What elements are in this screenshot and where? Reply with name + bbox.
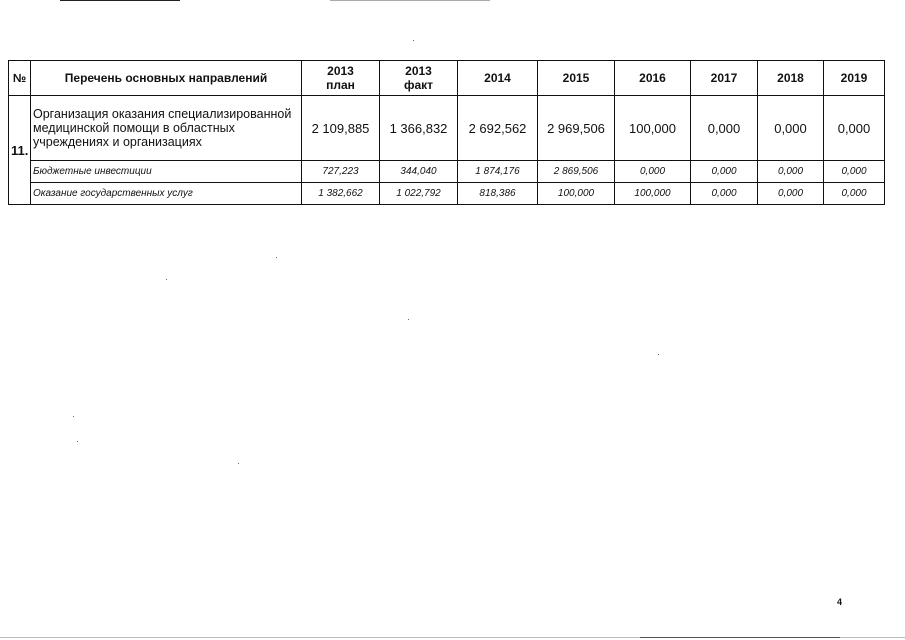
sub1-value-2015: 2 869,506 <box>538 161 615 183</box>
table-row-main <box>9 96 885 161</box>
scan-speck <box>408 319 409 320</box>
scan-edge-line <box>60 0 180 1</box>
header-2013-fact-year: 2013 <box>405 64 432 78</box>
scan-speck <box>238 463 239 464</box>
sub1-value-2013-plan: 727,223 <box>302 161 380 183</box>
scan-speck <box>73 416 74 417</box>
header-number: № <box>9 61 31 96</box>
sub2-value-2016: 100,000 <box>615 183 691 205</box>
sub2-value-2015: 100,000 <box>538 183 615 205</box>
scan-speck <box>166 279 167 280</box>
sub1-value-2013-fact: 344,040 <box>380 161 458 183</box>
table-row-budget-investments <box>9 161 885 183</box>
header-2013-plan <box>302 61 380 96</box>
header-2017: 2017 <box>691 61 758 96</box>
sub2-value-2019: 0,000 <box>824 183 885 205</box>
sub1-value-2019: 0,000 <box>824 161 885 183</box>
sub1-value-2018: 0,000 <box>758 161 824 183</box>
main-value-2014: 2 692,562 <box>458 96 538 161</box>
sub2-value-2013-plan: 1 382,662 <box>302 183 380 205</box>
main-value-2018: 0,000 <box>758 96 824 161</box>
page-number: 4 <box>837 597 843 607</box>
sub1-value-2014: 1 874,176 <box>458 161 538 183</box>
scan-speck <box>658 354 659 355</box>
main-value-2013-plan: 2 109,885 <box>302 96 380 161</box>
header-2016: 2016 <box>615 61 691 96</box>
header-2013-fact <box>380 61 458 96</box>
scan-edge-line <box>330 0 490 1</box>
header-row <box>9 61 885 96</box>
header-2013-fact-sub: факт <box>403 78 434 92</box>
header-2013-plan-sub: план <box>326 78 355 92</box>
scan-edge-line <box>640 637 840 638</box>
sub2-name: Оказание государственных услуг <box>31 183 302 205</box>
main-direction-name: Организация оказания специализированной медицинской помощи в областных учреждениях и организациях <box>31 96 302 161</box>
main-value-2017: 0,000 <box>691 96 758 161</box>
sub2-value-2017: 0,000 <box>691 183 758 205</box>
header-2013-plan-year: 2013 <box>327 64 354 78</box>
main-value-2016: 100,000 <box>615 96 691 161</box>
scan-speck <box>276 257 277 258</box>
sub1-value-2016: 0,000 <box>615 161 691 183</box>
header-2019: 2019 <box>824 61 885 96</box>
header-directions: Перечень основных направлений <box>31 61 302 96</box>
header-2014: 2014 <box>458 61 538 96</box>
table-row-state-services <box>9 183 885 205</box>
row-number: 11. <box>9 96 31 205</box>
sub1-value-2017: 0,000 <box>691 161 758 183</box>
sub1-name: Бюджетные инвестиции <box>31 161 302 183</box>
scan-speck <box>413 40 414 41</box>
main-value-2019: 0,000 <box>824 96 885 161</box>
header-2015: 2015 <box>538 61 615 96</box>
sub2-value-2018: 0,000 <box>758 183 824 205</box>
main-value-2015: 2 969,506 <box>538 96 615 161</box>
sub2-value-2014: 818,386 <box>458 183 538 205</box>
sub2-value-2013-fact: 1 022,792 <box>380 183 458 205</box>
scan-speck <box>77 441 78 442</box>
budget-table <box>8 60 885 205</box>
main-value-2013-fact: 1 366,832 <box>380 96 458 161</box>
header-2018: 2018 <box>758 61 824 96</box>
